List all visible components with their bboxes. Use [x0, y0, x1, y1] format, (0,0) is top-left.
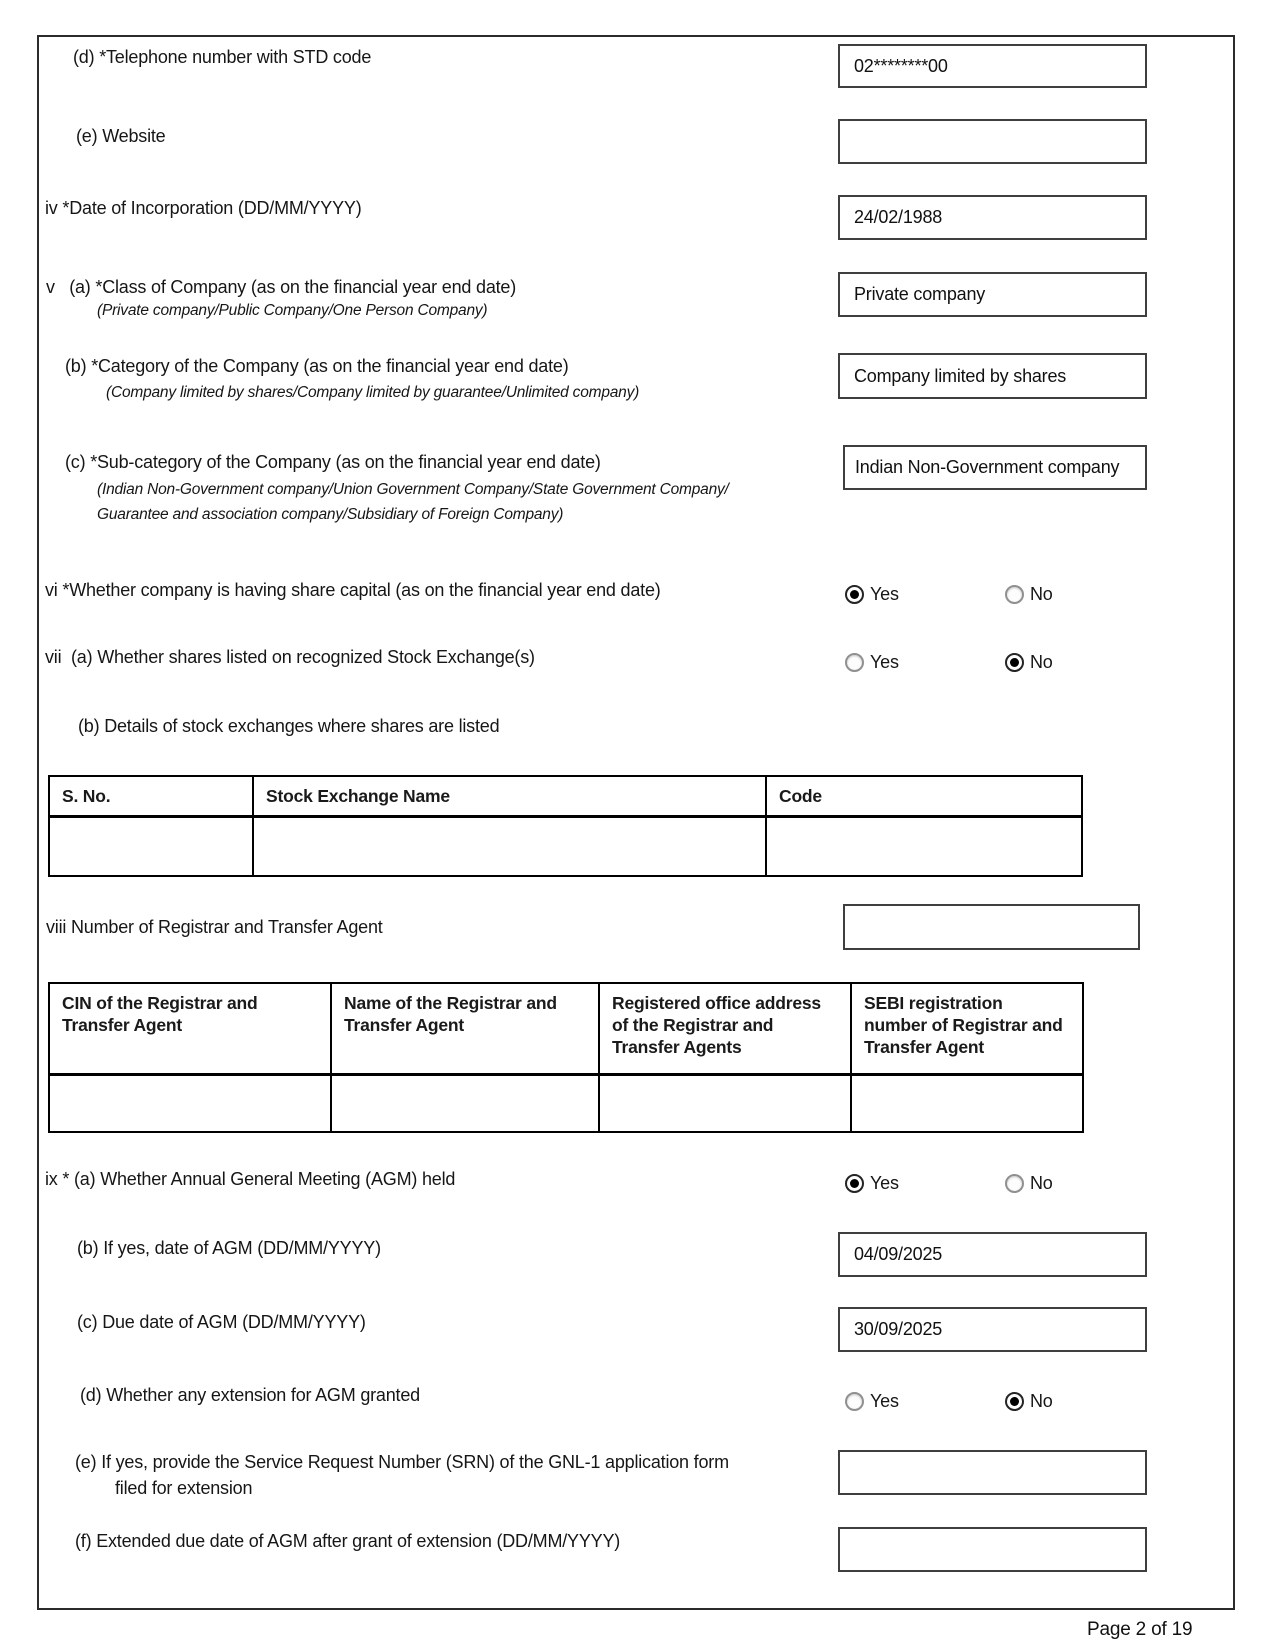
category-hint: (Company limited by shares/Company limited by guarantee/Unlimited company)	[106, 384, 640, 401]
srn-label-line2: filed for extension	[115, 1478, 253, 1498]
incorporation-label: iv *Date of Incorporation (DD/MM/YYYY)	[45, 198, 362, 218]
rta-name-cell[interactable]	[331, 1074, 599, 1132]
page-indicator: Page 2 of 19	[1087, 1619, 1193, 1640]
company-class-label: v (a) *Class of Company (as on the financial year end date)	[46, 277, 517, 297]
stock-exchange-details-label: (b) Details of stock exchanges where shares are listed	[78, 716, 500, 736]
no-label: No	[1030, 1172, 1053, 1193]
radio-icon[interactable]	[1005, 1174, 1024, 1193]
yes-label: Yes	[870, 583, 899, 604]
table-row	[49, 817, 1082, 876]
no-label: No	[1030, 1390, 1053, 1411]
srn-label-line1: (e) If yes, provide the Service Request Number (SRN) of the GNL-1 application form	[75, 1452, 729, 1472]
telephone-label: (d) *Telephone number with STD code	[73, 47, 372, 67]
company-class-input[interactable]	[838, 272, 1147, 317]
agm-held-label: ix * (a) Whether Annual General Meeting (AGM) held	[45, 1169, 456, 1189]
table-row	[49, 1074, 1083, 1132]
column-header-rta-cin: CIN of the Registrar and Transfer Agent	[49, 983, 331, 1074]
share-capital-no-option[interactable]	[1005, 583, 1053, 605]
agm-due-date-value: 30/09/2025	[854, 1319, 943, 1339]
website-label: (e) Website	[76, 126, 166, 146]
website-input[interactable]	[838, 119, 1147, 164]
no-label: No	[1030, 651, 1053, 672]
agm-held-no-option[interactable]	[1005, 1172, 1053, 1194]
radio-icon[interactable]	[1005, 585, 1024, 604]
company-class-hint: (Private company/Public Company/One Person Company)	[97, 302, 488, 319]
agm-date-input[interactable]	[838, 1232, 1147, 1277]
column-header-rta-name: Name of the Registrar and Transfer Agent	[331, 983, 599, 1074]
yes-label: Yes	[870, 651, 899, 672]
rta-address-cell[interactable]	[599, 1074, 851, 1132]
radio-icon[interactable]	[1005, 653, 1024, 672]
agm-extension-yes-option[interactable]	[845, 1390, 899, 1412]
code-cell[interactable]	[766, 817, 1082, 876]
incorporation-input[interactable]	[838, 195, 1147, 240]
telephone-input[interactable]	[838, 44, 1147, 88]
category-label: (b) *Category of the Company (as on the financial year end date)	[65, 356, 569, 376]
category-input[interactable]	[838, 353, 1147, 399]
agm-date-value: 04/09/2025	[854, 1244, 943, 1264]
sno-cell[interactable]	[49, 817, 253, 876]
rta-table	[48, 982, 1084, 1133]
extended-due-date-label: (f) Extended due date of AGM after grant of extension (DD/MM/YYYY)	[75, 1531, 621, 1551]
agm-held-yes-option[interactable]	[845, 1172, 899, 1194]
incorporation-value: 24/02/1988	[854, 207, 943, 227]
rta-count-input[interactable]	[843, 904, 1140, 950]
exchange-name-cell[interactable]	[253, 817, 766, 876]
subcategory-value: Indian Non-Government company	[855, 457, 1120, 477]
subcategory-hint-line1: (Indian Non-Government company/Union Government Company/State Government Company/	[97, 481, 729, 498]
shares-listed-no-option[interactable]	[1005, 651, 1053, 673]
subcategory-input[interactable]	[843, 445, 1147, 490]
agm-extension-no-option[interactable]	[1005, 1390, 1053, 1412]
radio-icon[interactable]	[845, 1392, 864, 1411]
no-label: No	[1030, 583, 1053, 604]
column-header-rta-sebi: SEBI registration number of Registrar and Transfer Agent	[851, 983, 1083, 1074]
subcategory-label: (c) *Sub-category of the Company (as on the financial year end date)	[65, 452, 601, 472]
subcategory-hint-line2: Guarantee and association company/Subsidiary of Foreign Company)	[97, 506, 564, 523]
company-class-value: Private company	[854, 284, 986, 304]
stock-exchange-table	[48, 775, 1083, 877]
column-header-exchange-name: Stock Exchange Name	[253, 776, 766, 817]
category-value: Company limited by shares	[854, 365, 1067, 386]
yes-label: Yes	[870, 1172, 899, 1193]
rta-sebi-cell[interactable]	[851, 1074, 1083, 1132]
share-capital-yes-option[interactable]	[845, 583, 899, 605]
share-capital-label: vi *Whether company is having share capital (as on the financial year end date)	[45, 580, 661, 600]
radio-icon[interactable]	[845, 653, 864, 672]
extended-due-date-input[interactable]	[838, 1527, 1147, 1572]
rta-count-label: viii Number of Registrar and Transfer Agent	[46, 917, 383, 937]
agm-extension-label: (d) Whether any extension for AGM granted	[80, 1385, 420, 1405]
srn-input[interactable]	[838, 1450, 1147, 1495]
column-header-rta-address: Registered office address of the Registrar and Transfer Agents	[599, 983, 851, 1074]
radio-icon[interactable]	[1005, 1392, 1024, 1411]
telephone-value: 02********00	[854, 55, 948, 76]
yes-label: Yes	[870, 1390, 899, 1411]
radio-icon[interactable]	[845, 1174, 864, 1193]
shares-listed-yes-option[interactable]	[845, 651, 899, 673]
agm-due-date-label: (c) Due date of AGM (DD/MM/YYYY)	[77, 1312, 366, 1332]
column-header-sno: S. No.	[49, 776, 253, 817]
rta-cin-cell[interactable]	[49, 1074, 331, 1132]
column-header-code: Code	[766, 776, 1082, 817]
shares-listed-label: vii (a) Whether shares listed on recognized Stock Exchange(s)	[45, 647, 535, 667]
agm-due-date-input[interactable]	[838, 1307, 1147, 1352]
agm-date-label: (b) If yes, date of AGM (DD/MM/YYYY)	[77, 1238, 381, 1258]
radio-icon[interactable]	[845, 585, 864, 604]
